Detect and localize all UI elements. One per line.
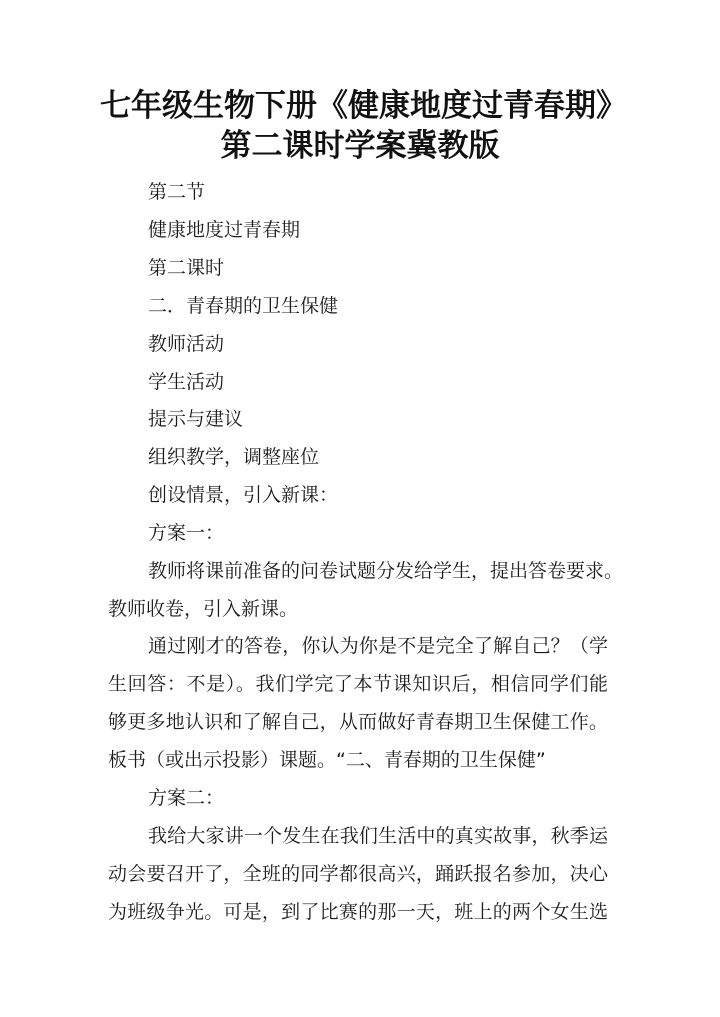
paragraph-line: 为班级争光。可是，到了比赛的那一天，班上的两个女生选 — [108, 901, 608, 923]
paragraph-line: 教师将课前准备的问卷试题分发给学生，提出答卷要求。 — [148, 560, 624, 582]
paragraph-line: 够更多地认识和了解自己，从而做好青春期卫生保健工作。 — [108, 711, 608, 733]
paragraph-line: 我给大家讲一个发生在我们生活中的真实故事，秋季运 — [148, 825, 608, 847]
step-scenario: 创设情景，引入新课： — [148, 484, 339, 506]
paragraph-line: 生回答：不是）。我们学完了本节课知识后，相信同学们能 — [108, 673, 608, 695]
paragraph-line: 通过刚才的答卷，你认为你是不是完全了解自己？（学 — [148, 635, 608, 657]
column-teacher-activity: 教师活动 — [148, 333, 225, 355]
column-student-activity: 学生活动 — [148, 371, 225, 393]
paragraph-line: 教师收卷，引入新课。 — [108, 598, 299, 620]
document-title-line-2: 第二课时学案冀教版 — [220, 128, 500, 164]
plan-two-heading: 方案二： — [148, 787, 225, 809]
document-title-line-1: 七年级生物下册《健康地度过青春期》 — [100, 88, 627, 124]
topic-heading: 二．青春期的卫生保健 — [148, 295, 339, 317]
section-title: 健康地度过青春期 — [148, 219, 301, 241]
paragraph-line: 动会要召开了，全班的同学都很高兴，踊跃报名参加，决心 — [108, 863, 608, 885]
section-label: 第二节 — [148, 181, 206, 203]
column-tips: 提示与建议 — [148, 408, 244, 430]
lesson-label: 第二课时 — [148, 257, 225, 279]
plan-one-heading: 方案一： — [148, 522, 225, 544]
paragraph-line: 板书（或出示投影）课题。“二、青春期的卫生保健” — [108, 749, 546, 771]
step-organize: 组织教学，调整座位 — [148, 446, 320, 468]
